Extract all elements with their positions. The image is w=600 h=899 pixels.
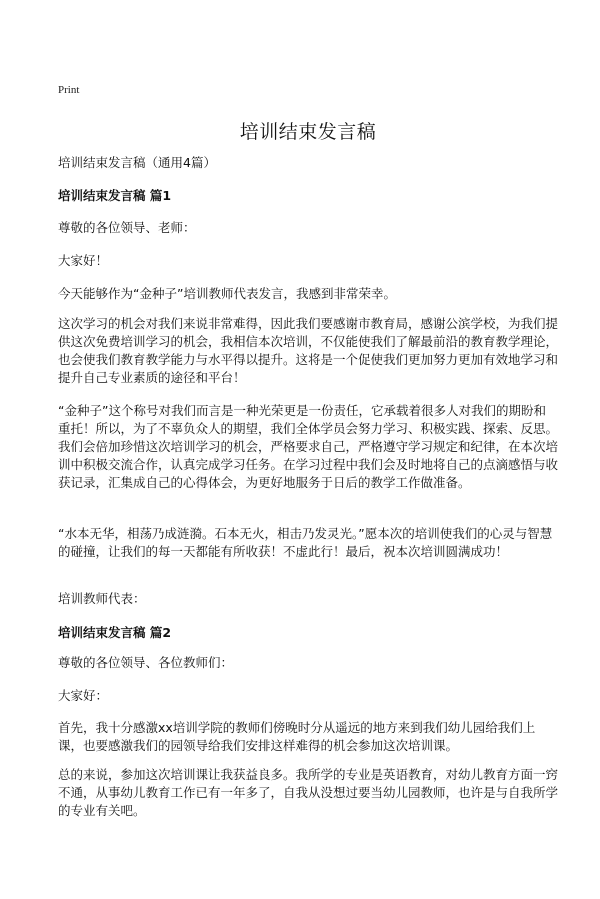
print-label[interactable]: Print bbox=[58, 84, 80, 96]
paragraph: “水本无华，相荡乃成涟漪。石本无火，相击乃发灵光。”愿本次的培训使我们的心灵与智慧的碰撞，让我们的每一天都能有所收获！不虚此行！最后，祝本次培训圆满成功！ bbox=[58, 526, 553, 559]
greeting-line: 尊敬的各位领导、老师： bbox=[58, 220, 196, 235]
document-title: 培训结束发言稿 bbox=[239, 121, 377, 143]
document-subtitle: 培训结束发言稿（通用4篇） bbox=[58, 155, 216, 170]
signature-line: 培训教师代表： bbox=[58, 591, 146, 606]
paragraph: 首先，我十分感激xx培训学院的教师们傍晚时分从遥远的地方来到我们幼儿园给我们上课，也要感激我们的园领导给我们安排这样难得的机会参加这次培训课。 bbox=[58, 720, 536, 753]
salutation-line: 大家好！ bbox=[58, 253, 109, 268]
section-heading-1: 培训结束发言稿 篇1 bbox=[58, 188, 172, 203]
greeting-line: 尊敬的各位领导、各位教师们： bbox=[58, 655, 234, 670]
section-heading-2: 培训结束发言稿 篇2 bbox=[58, 625, 172, 640]
salutation-line: 大家好： bbox=[58, 688, 109, 703]
paragraph: “金种子”这个称号对我们而言是一种光荣更是一份责任，它承载着很多人对我们的期盼和重托！所以，为了不辜负众人的期望，我们全体学员会努力学习、积极实践、探索、反思。我们会倍加珍惜这次培训学习的机会，严格要求自己，严格遵守学习规定和纪律，在本次培训中积极交流合作，认真完成学习任务。在学习过程中我们会及时地将自己的点滴感悟与收获记录，汇集成自己的心得体会，为更好地服务于日后的教学工作做准备。 bbox=[58, 403, 559, 490]
paragraph: 这次学习的机会对我们来说非常难得，因此我们要感谢市教育局，感谢公滨学校，为我们提供这次免费培训学习的机会，我相信本次培训，不仅能使我们了解最前沿的教育教学理论，也会使我们教育教学能力与水平得以提升。这将是一个促使我们更加努力更加有效地学习和提升自己专业素质的途径和平台！ bbox=[58, 316, 559, 385]
paragraph: 今天能够作为“金种子”培训教师代表发言，我感到非常荣幸。 bbox=[58, 286, 396, 301]
paragraph: 总的来说，参加这次培训课让我获益良多。我所学的专业是英语教育，对幼儿教育方面一窍不通，从事幼儿教育工作已有一年多了，自我从没想过要当幼儿园教师，也许是与自我所学的专业有关吧。 bbox=[58, 767, 559, 818]
